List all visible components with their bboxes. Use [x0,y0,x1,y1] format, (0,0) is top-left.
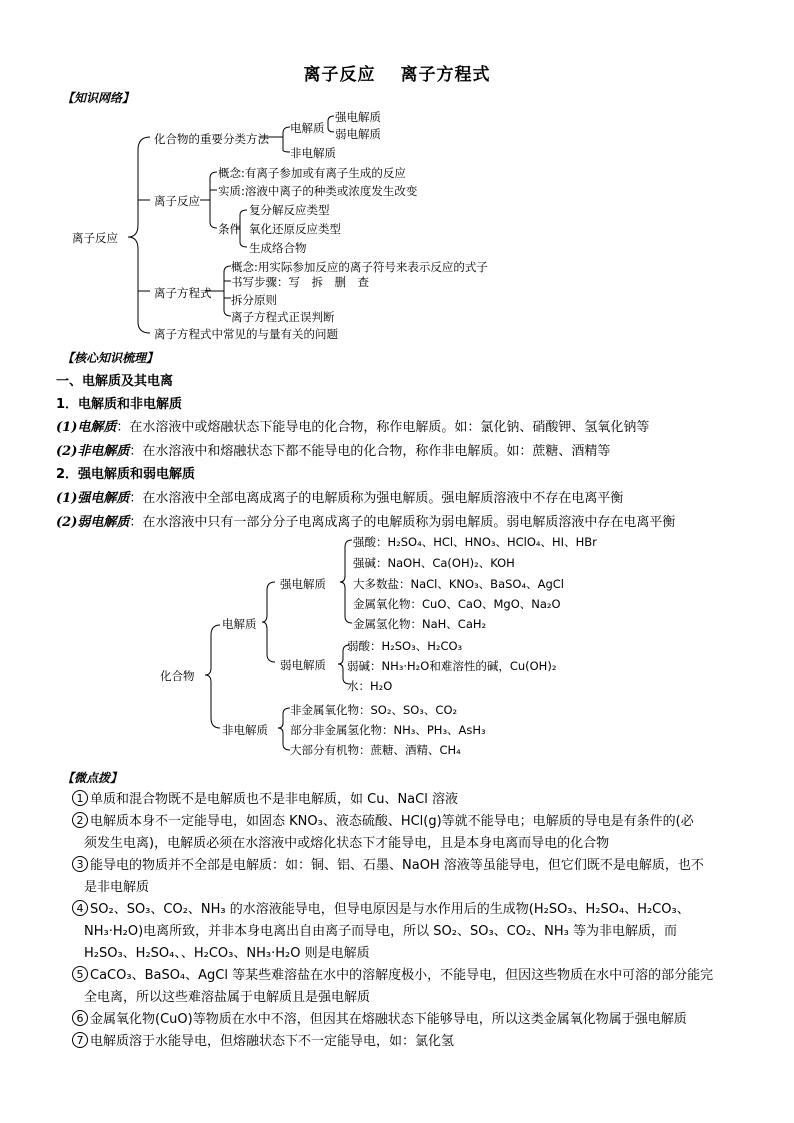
tree2-strong-base: 强碱：NaOH、Ca(OH)₂、KOH [353,556,515,570]
tree1-b2-condition: 条件 [218,222,241,236]
para-nonelectrolyte: (2)非电解质：在水溶液中和熔融状态下都不能导电的化合物，称作非电解质。如：蔗糖、酒精等 [56,444,611,459]
tree2-electrolyte: 电解质 [222,617,257,631]
tree1-b2: 离子反应 [154,194,200,208]
tip-3: 3 能导电的物质并不全部是电解质：如：铜、铝、石墨、NaOH 溶液等虽能导电，但它们既不是电解质，也不 是非电解质 [72,855,704,899]
tip-4: 4 SO₂、SO₃、CO₂、NH₃ 的水溶液能导电，但导电原因是与水作用后的生成物(H₂SO₃、H₂SO₄、H₂CO₃、 NH₃·H₂O)电离所致，并非本身电离出自由离子而导电，所以 SO₂、SO₃、CO₂、NH₃ 等为非电解质，而 H₂SO₃、H₂SO₄、、H₂CO₃、NH₃·H₂O 则是电解质 [72,899,690,965]
tree1-b1-electrolyte: 电解质 [290,121,325,135]
para-electrolyte: (1)电解质：在水溶液中或熔融状态下能导电的化合物，称作电解质。如：氯化钠、硝酸钾、氢氧化钠等 [56,420,650,435]
tree2-weak: 弱电解质 [280,658,326,672]
page-title: 离子反应 离子方程式 [303,65,491,85]
section-tag-knowledge-network: 【知识网络】 [62,91,135,105]
tree2-root: 化合物 [160,669,195,683]
tree2-strong-acid: 强酸：H₂SO₄、HCl、HNO₃、HClO₄、HI、HBr [353,535,597,549]
para-strong: (1)强电解质：在水溶液中全部电离成离子的电解质称为强电解质。强电解质溶液中不存在电离平衡 [56,491,624,506]
tree1-b1-weak: 弱电解质 [335,127,381,141]
subheading-1: 1．电解质和非电解质 [56,397,183,412]
tip-7: 7 电解质溶于水能导电，但熔融状态下不一定能导电，如：氯化氢 [72,1031,454,1053]
tree2-nonmetal-oxides: 非金属氧化物：SO₂、SO₃、CO₂ [290,703,458,717]
tree1-b3: 离子方程式 [154,286,212,300]
tip-1: 1 单质和混合物既不是电解质也不是非电解质，如 Cu、NaCl 溶液 [72,789,458,811]
tip-6: 6 金属氧化物(CuO)等物质在水中不溶，但因其在熔融状态下能够导电，所以这类金属氧化物属于强电解质 [72,1009,687,1031]
subheading-2: 2．强电解质和弱电解质 [56,467,196,482]
tree2-salts: 大多数盐：NaCl、KNO₃、BaSO₄、AgCl [353,577,564,591]
tree1-root: 离子反应 [72,231,118,245]
tree2-nonmetal-hydrides: 部分非金属氢化物：NH₃、PH₃、AsH₃ [290,723,486,737]
tree2-strong: 强电解质 [280,577,326,591]
tree2-nonelectrolyte: 非电解质 [222,723,268,737]
tree1-b2-cond-b: 氧化还原反应类型 [249,222,341,236]
tree2-metal-hydrides: 金属氢化物：NaH、CaH₂ [353,617,487,631]
tree2-organics: 大部分有机物：蔗糖、酒精、CH₄ [290,743,461,757]
section-tag-core-review: 【核心知识梳理】 [62,351,159,365]
tree1-b3-judge: 离子方程式正误判断 [231,310,335,324]
tree1-b3-rules: 拆分原则 [231,293,277,307]
section-heading: 一、电解质及其电离 [56,374,174,389]
tree2-water: 水：H₂O [347,679,393,693]
tree1-b1-strong: 强电解质 [335,110,381,124]
tree1-b2-essence: 实质:溶液中离子的种类或浓度发生改变 [218,184,418,198]
section-tag-tips: 【微点拨】 [62,771,123,785]
tree1-b4: 离子方程式中常见的与量有关的问题 [154,327,338,341]
tree2-metal-oxides: 金属氧化物：CuO、CaO、MgO、Na₂O [353,597,561,611]
tip-5: 5 CaCO₃、BaSO₄、AgCl 等某些难溶盐在水中的溶解度极小，不能导电，但因这些物质在水中可溶的部分能完 全电离，所以这些难溶盐属于电解质且是强电解质 [72,965,713,1009]
tree1-b2-cond-a: 复分解反应类型 [249,203,330,217]
tree2-weak-acid: 弱酸：H₂SO₃、H₂CO₃ [347,639,463,653]
tree1-b2-cond-c: 生成络合物 [249,241,307,255]
tree1-b1-nonelectrolyte: 非电解质 [290,146,336,160]
tree1-b2-concept: 概念:有离子参加或有离子生成的反应 [218,166,406,180]
tree1-b3-concept: 概念:用实际参加反应的离子符号来表示反应的式子 [231,260,488,274]
tip-2: 2 电解质本身不一定能导电，如固态 KNO₃、液态硫酸、HCl(g)等就不能导电；电解质的导电是有条件的(必 须发生电离)，电解质必须在水溶液中或熔化状态下才能导电，且是本身电离而导电的化合物 [72,811,694,855]
tree1-b3-steps: 书写步骤：写 拆 删 查 [231,275,369,289]
para-weak: (2)弱电解质：在水溶液中只有一部分分子电离成离子的电解质称为弱电解质。弱电解质溶液中存在电离平衡 [56,515,676,530]
tree1-b1: 化合物的重要分类方法 [154,132,269,146]
tree2-weak-base: 弱碱：NH₃·H₂O和难溶性的碱，Cu(OH)₂ [347,659,557,673]
